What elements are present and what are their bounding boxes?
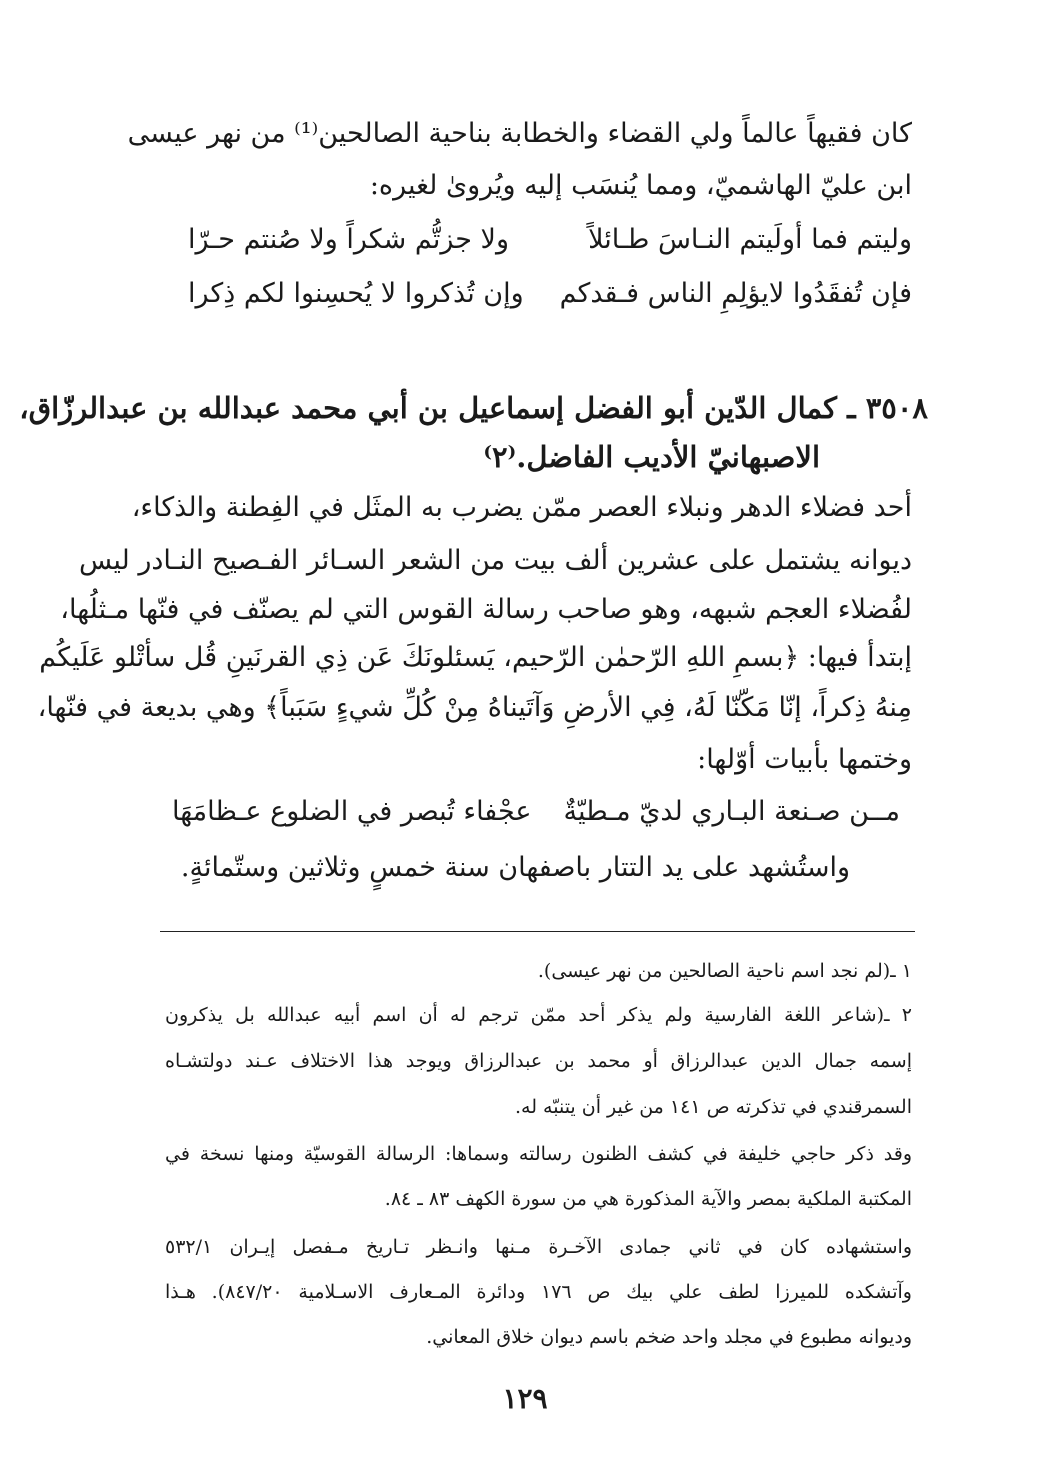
verse-second-hemistich: وإن تُذكروا لا يُحسِنوا لكم ذِكرا xyxy=(188,278,524,309)
verse-second-hemistich: ولا جزتُّم شكراً ولا صُنتم حـرّا xyxy=(188,224,509,255)
footnote-1: ١ ـ(لم نجد اسم ناحية الصالحين من نهر عيسى). xyxy=(537,960,912,982)
verse-first-hemistich: فإن تُفقَدُوا لايؤلِمِ الناس فـقدكم xyxy=(559,278,912,309)
body-line: وختمها بأبيات أوّلها: xyxy=(697,744,912,775)
footnote-paragraph-line: وديوانه مطبوع في مجلد واحد ضخم باسم ديوان خلاق المعاني. xyxy=(426,1326,912,1348)
footnote-paragraph-line: واستشهاده كان في ثاني جمادى الآخـرة مـنها وانـظر تـاريخ مـفصل إيـران ٥٣٢/١ xyxy=(165,1236,912,1258)
verse-first-hemistich: وليتم فما أولَيتم النـاسَ طـائلاً xyxy=(588,224,912,255)
body-line: لفُضلاء العجم شبهه، وهو صاحب رسالة القوس التي لم يصنّف في فنّها مـثلُها، xyxy=(60,594,912,625)
footnote-2-line: السمرقندي في تذكرته ص ١٤١ من غير أن يتنبّه له. xyxy=(514,1096,912,1118)
footnote-2-line: ٢ ـ(شاعر اللغة الفارسية ولم يذكر أحد ممّن ترجم له أن اسم أبيه عبدالله بل يذكرون xyxy=(165,1004,912,1026)
closing-line: واستُشهد على يد التتار باصفهان سنة خمسٍ وثلاثين وستّمائةٍ. xyxy=(180,852,850,883)
body-line: كان فقيهاً عالماً ولي القضاء والخطابة بناحية الصالحين⁽¹⁾ من نهر عيسى xyxy=(127,118,912,149)
footnote-divider xyxy=(160,931,915,932)
quran-quote-line: مِنهُ ذِكراً، إنّا مَكّنّا لَهُ، فِي الأرضِ وَآتَيناهُ مِنْ كُلِّ شيءٍ سَبَباً﴾ وهي بديعة في فنّها، xyxy=(37,692,912,723)
verse-first-hemistich: مــن صـنعة البـاري لديّ مـطيّةٌ xyxy=(563,796,900,827)
verse-second-hemistich: عجْفاء تُبصر في الضلوع عـظامَهَا xyxy=(172,796,532,827)
footnote-paragraph-line: وآتشكده للميرزا لطف علي بيك ص ١٧٦ ودائرة المـعارف الاسـلامية ٨٤٧/٢٠). هـذا xyxy=(165,1281,912,1303)
entry-heading-continuation: الاصبهانيّ الأديب الفاضل.⁽٢⁾ xyxy=(483,440,820,474)
quran-quote-line: إبتدأ فيها: ﴿بسمِ اللهِ الرّحمٰن الرّحيم، يَسئلونَكَ عَن ذِي القرنَينِ قُل سأتْلو عَلَيكُم xyxy=(39,642,912,673)
footnote-2-line: إسمه جمال الدين عبدالرزاق أو محمد بن عبدالرزاق ويوجد هذا الاختلاف عـند دولتشـاه xyxy=(165,1050,912,1072)
body-line: ديوانه يشتمل على عشرين ألف بيت من الشعر السـائر الفـصيح النـادر ليس xyxy=(78,545,912,576)
page-number: ١٢٩ xyxy=(502,1382,548,1415)
body-line: أحد فضلاء الدهر ونبلاء العصر ممّن يضرب به المثَل في الفِطنة والذكاء، xyxy=(131,492,912,523)
entry-heading: ٣٥٠٨ ـ كمال الدّين أبو الفضل إسماعيل بن أبي محمد عبدالله بن عبدالرزّاق، xyxy=(19,391,928,425)
body-line: ابن عليّ الهاشميّ، ومما يُنسَب إليه ويُروىٰ لغيره: xyxy=(369,170,912,201)
footnote-paragraph-line: المكتبة الملكية بمصر والآية المذكورة هي من سورة الكهف ٨٣ ـ ٨٤. xyxy=(384,1188,912,1210)
footnote-paragraph-line: وقد ذكر حاجي خليفة في كشف الظنون رسالته وسماها: الرسالة القوسيّة ومنها نسخة في xyxy=(165,1143,912,1165)
